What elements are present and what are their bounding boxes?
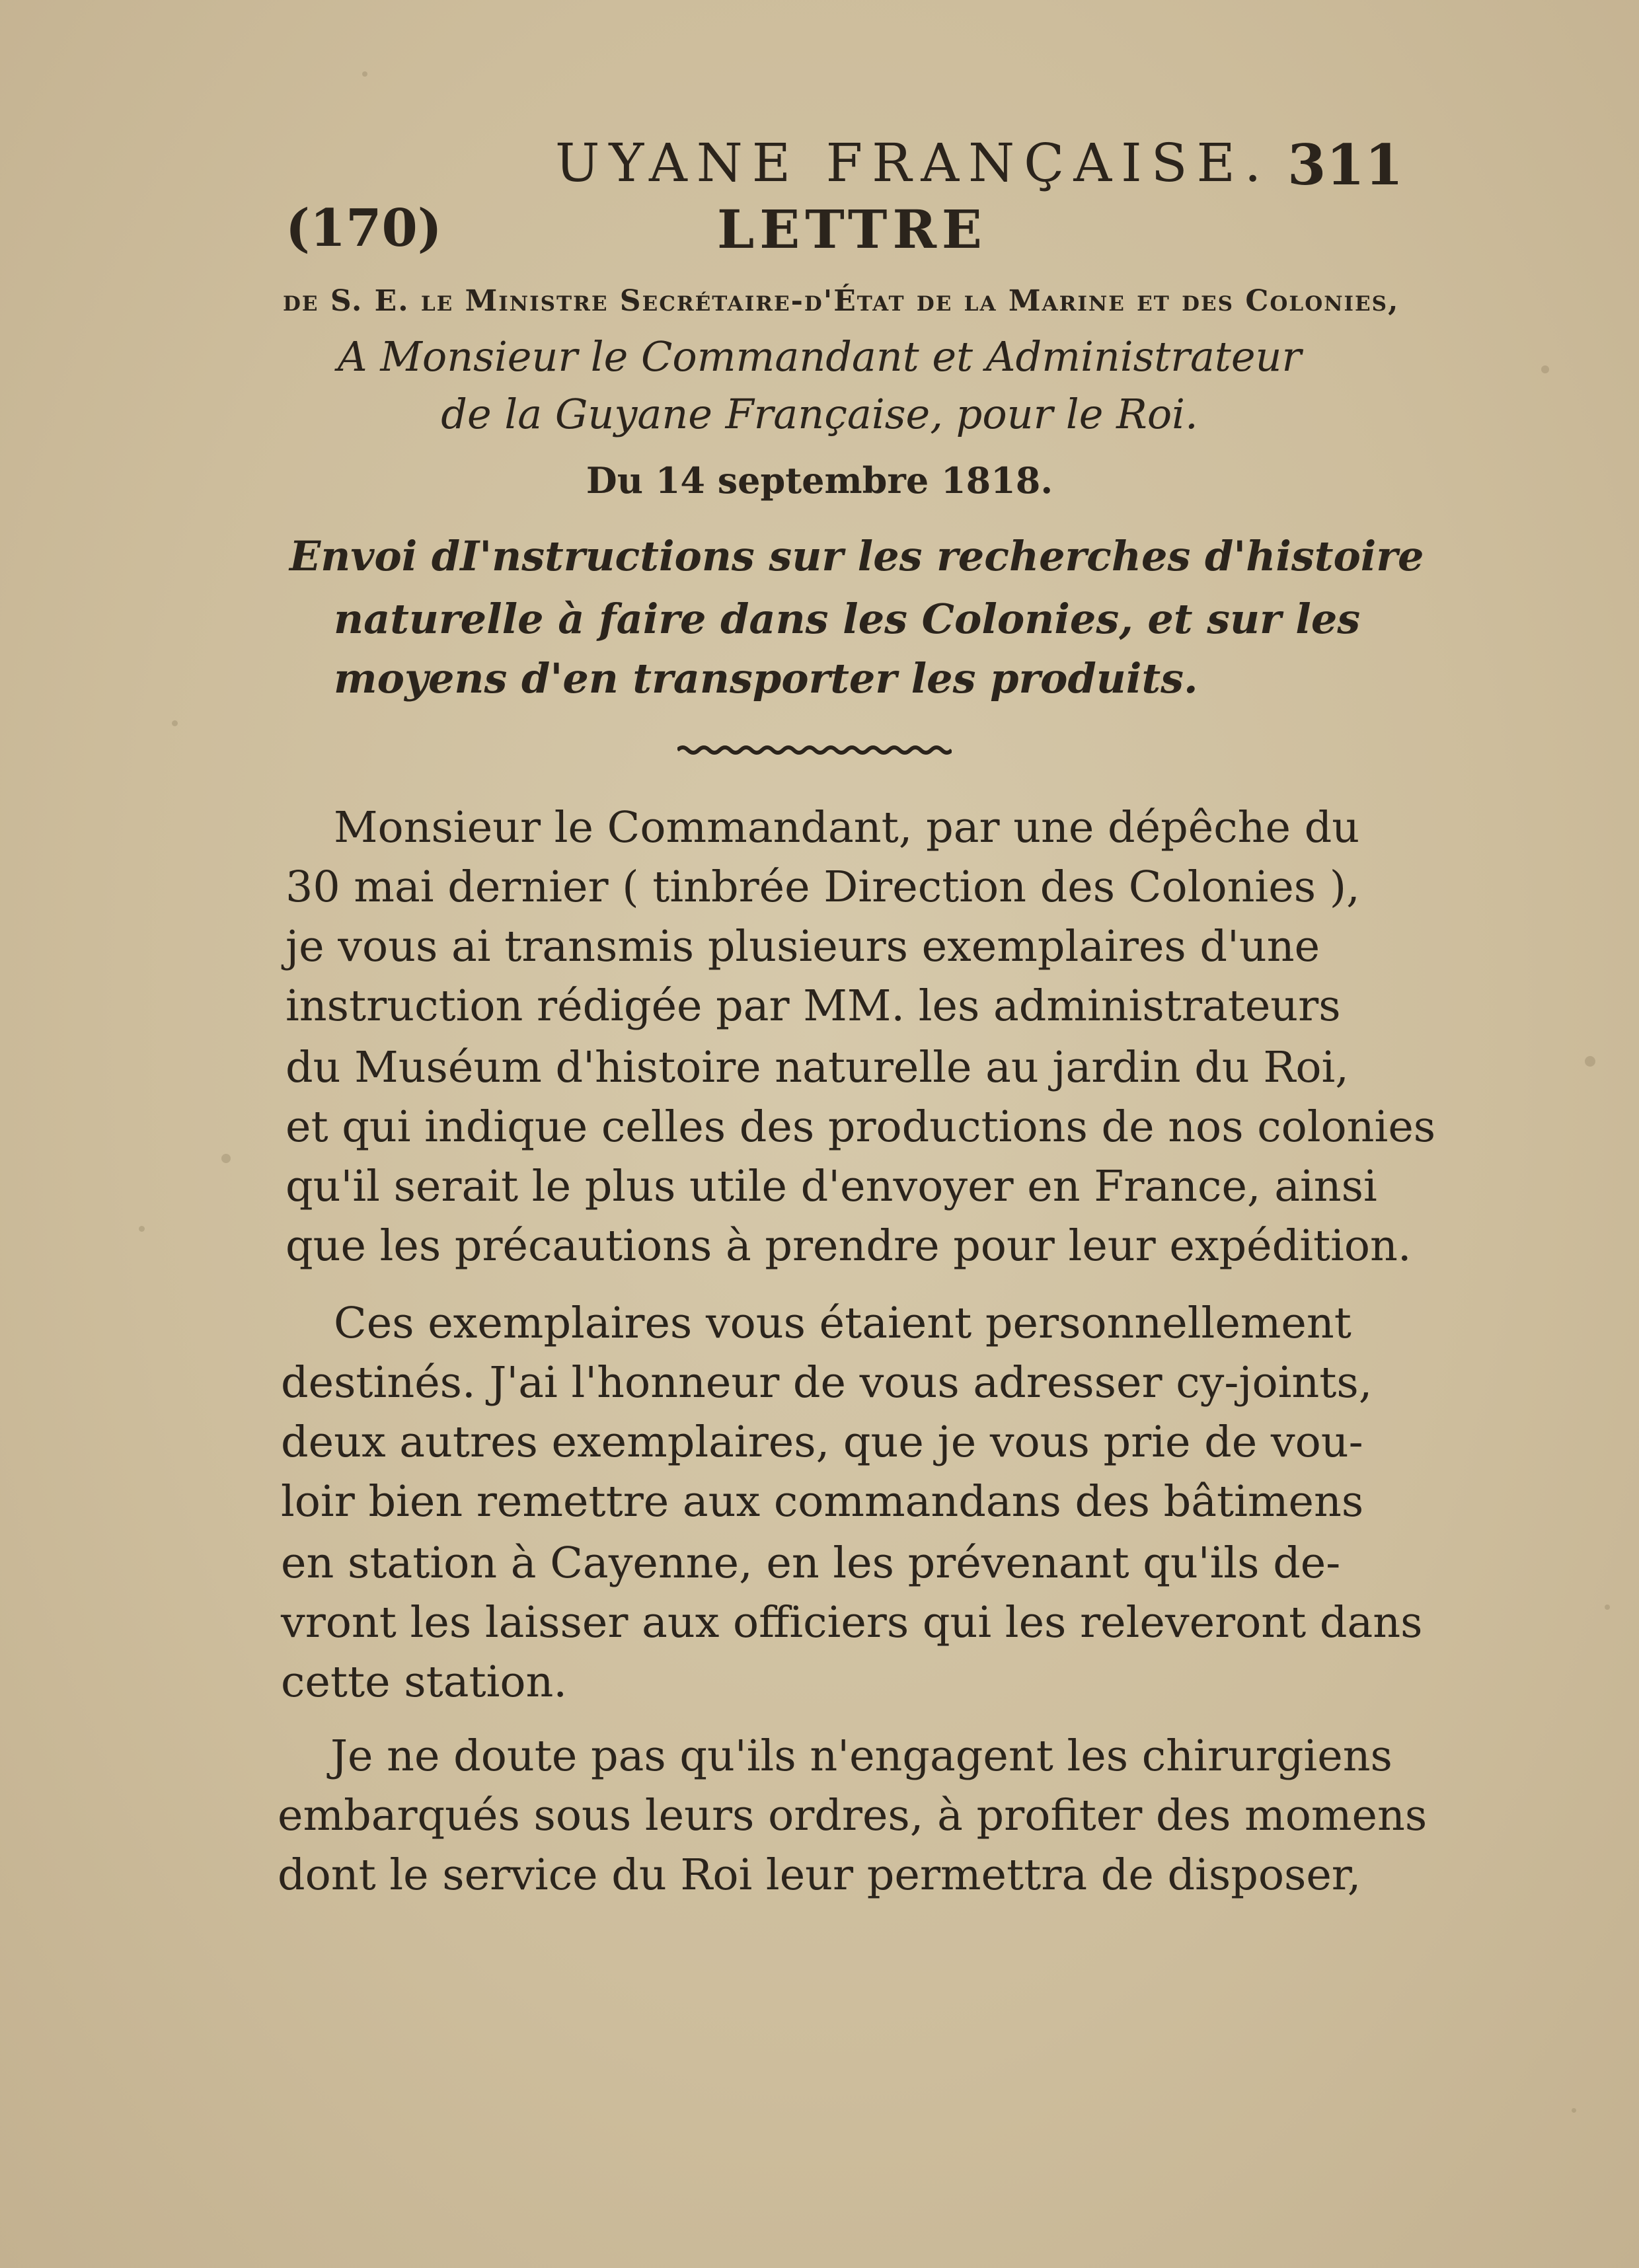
paragraph-1-line-1: Monsieur le Commandant, par une dépêche du [334,803,1360,852]
paper-speck [1572,2108,1576,2113]
paragraph-3-line-1: Je ne doute pas qu'ils n'engagent les chirurgiens [330,1731,1392,1781]
summary-line-3: moyens d'en transporter les produits. [334,654,1198,702]
paragraph-2-line-3: deux autres exemplaires, que je vous prie de vou- [281,1418,1363,1467]
paragraph-2-line-2: destinés. J'ai l'honneur de vous adresser cy-joints, [281,1358,1373,1408]
summary-line-1: Envoi dI'nstructions sur les recherches d'histoire [289,532,1424,580]
addressee-line-1: A Monsieur le Commandant et Administrateur [337,332,1302,381]
page-number: 311 [1287,132,1404,198]
paragraph-1-line-3: je vous ai transmis plusieurs exemplaires d'une [286,922,1320,971]
paragraph-2-line-7: cette station. [281,1657,568,1707]
document-title: LETTRE [717,198,987,260]
paper-speck [362,71,367,77]
paper-speck [139,1226,145,1232]
sender-line: de S. E. le Ministre Secrétaire-d'État de la Marine et des Colonies, [283,284,1400,318]
paragraph-1-line-2: 30 mai dernier ( tinbrée Direction des Colonies ), [286,862,1360,912]
letter-date: Du 14 septembre 1818. [586,459,1053,502]
paper-speck [1585,1056,1595,1067]
wavy-rule-ornament [677,743,952,757]
paper-speck [221,1154,231,1163]
summary-line-2: naturelle à faire dans les Colonies, et sur les [334,595,1361,643]
paragraph-1-line-4: instruction rédigée par MM. les administrateurs [286,981,1341,1031]
paragraph-2-line-5: en station à Cayenne, en les prévenant qu'ils de- [281,1538,1341,1588]
paper-speck [1605,1605,1610,1610]
running-head: UYANE FRANÇAISE. [555,132,1271,194]
paragraph-1-line-5: du Muséum d'histoire naturelle au jardin du Roi, [286,1043,1349,1092]
paragraph-1-line-7: qu'il serait le plus utile d'envoyer en France, ainsi [286,1162,1377,1211]
paper-speck [172,720,178,726]
paragraph-2-line-6: vront les laisser aux officiers qui les releveront dans [281,1598,1423,1647]
paragraph-1-line-6: et qui indique celles des productions de nos colonies [286,1102,1436,1152]
paragraph-1-line-8: que les précautions à prendre pour leur expédition. [286,1221,1412,1271]
paragraph-3-line-3: dont le service du Roi leur permettra de disposer, [278,1850,1361,1900]
document-number: (170) [286,198,442,258]
paragraph-3-line-2: embarqués sous leurs ordres, à profiter des momens [278,1791,1428,1840]
paragraph-2-line-4: loir bien remettre aux commandans des bâtimens [281,1477,1364,1527]
addressee-line-2: de la Guyane Française, pour le Roi. [441,390,1198,438]
paragraph-2-line-1: Ces exemplaires vous étaient personnellement [334,1299,1352,1348]
